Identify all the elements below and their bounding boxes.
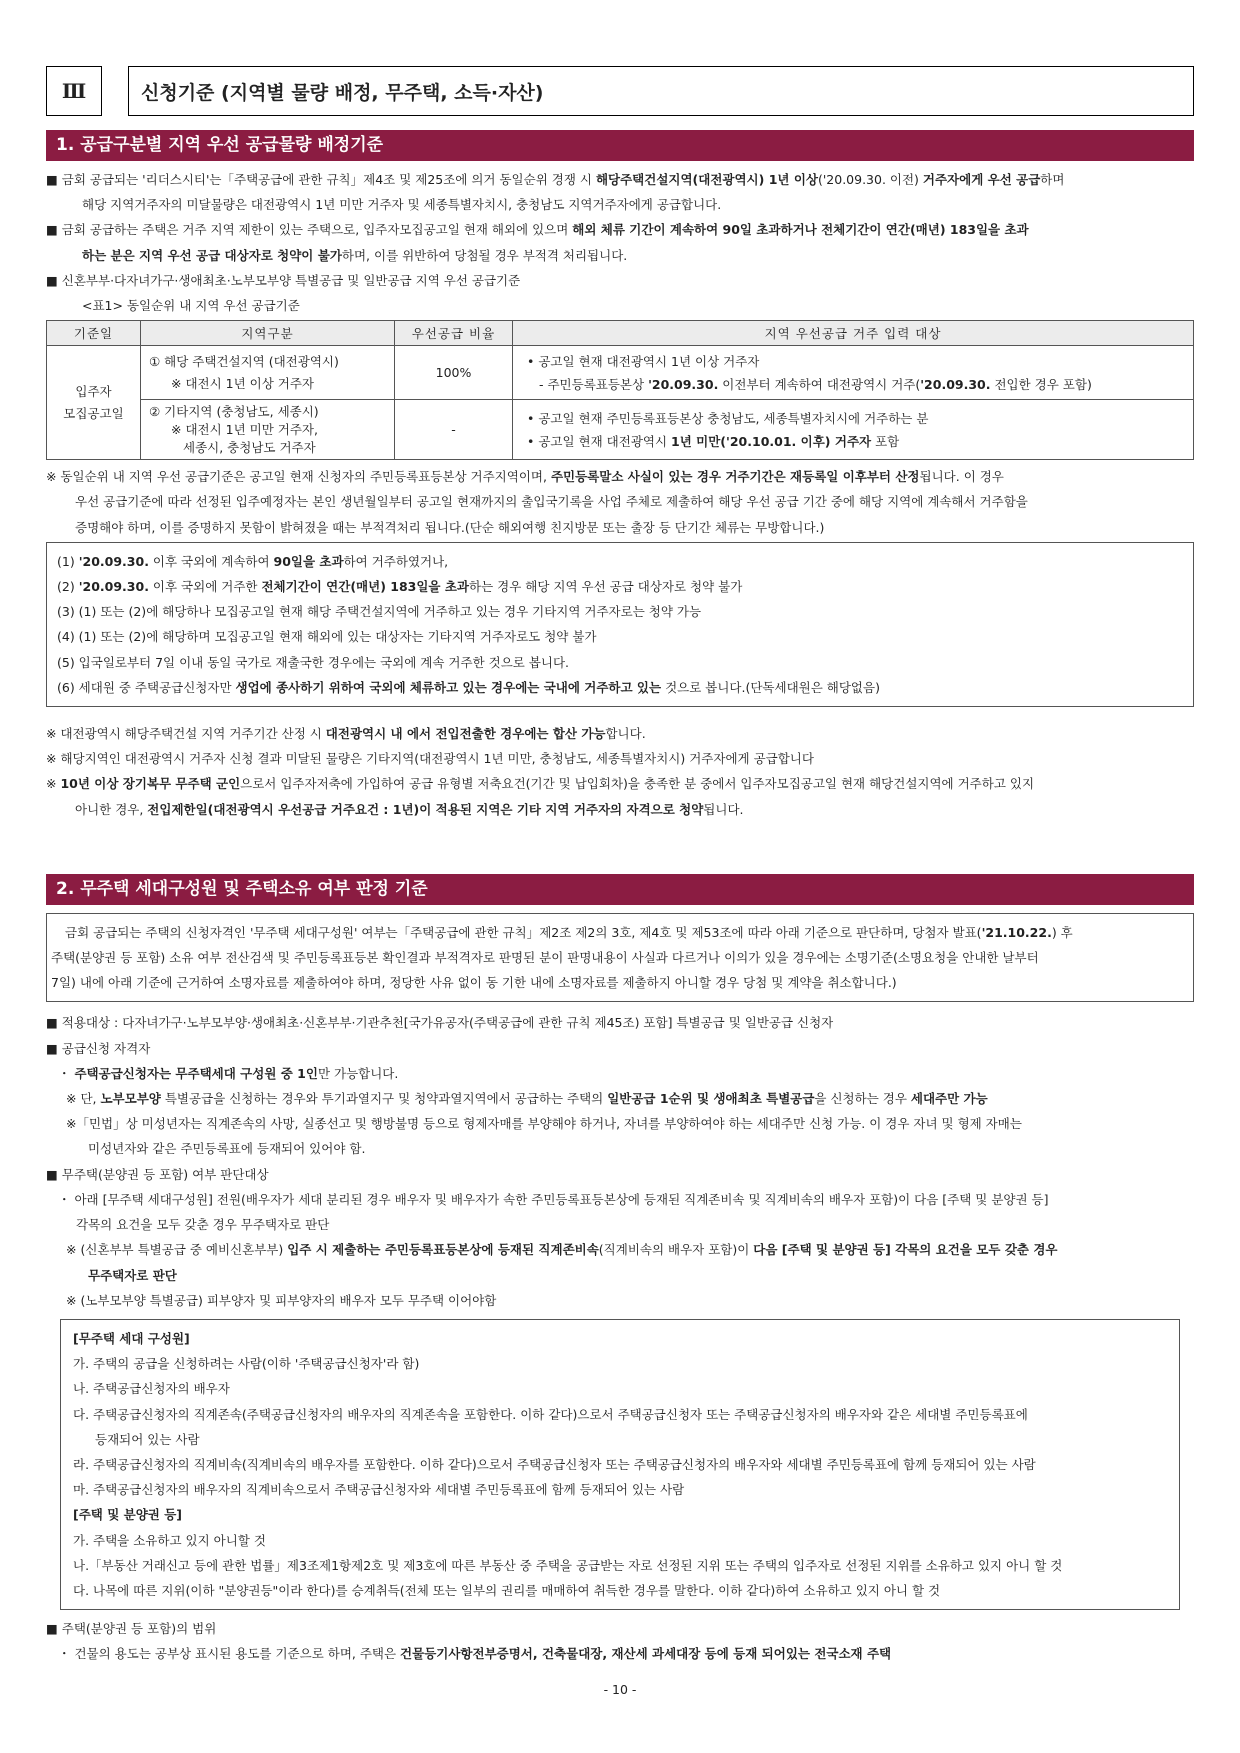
s2-bullet-3: ■ 무주택(분양권 등 포함) 여부 판단대상 — [46, 1166, 269, 1182]
table-header: 지역 우선공급 거주 입력 대상 — [513, 321, 1194, 346]
s2-intro-box: 금회 공급되는 주택의 신청자격인 '무주택 세대구성원' 여부는「주택공급에 관한 규칙」제2조 제2의 3호, 제4호 및 제53조에 따라 아래 기준으로 판단하며, 당첨자 발표('21.10.22.) 후 주택(분양권 등 포함) 소유 여부 전산검색 및 주민등록표등본 확인결과 부적격자로 판명된 분이 판명내용이 사실과 다르거나 이의가 있을 경우에는 소명기준(소명요청을 안내한 날부터 7일) 내에 아래 기준에 근거하여 소명자료를 제출하여야 하며, 정당한 사유 없이 동 기한 내에 소명자료를 제출하지 아니할 경우 당첨 및 계약을 취소합니다.) — [46, 913, 1194, 1003]
s1-paragraph-2: ■ 금회 공급하는 주택은 거주 지역 제한이 있는 주택으로, 입주자모집공고일 현재 해외에 있으며 해외 체류 기간이 계속하여 90일 초과하거나 전체기간이 연간(매년) 183일을 초과 — [46, 222, 1029, 238]
rule-item: (5) 입국일로부터 7일 이내 동일 국가로 재출국한 경우에는 국외에 계속 거주한 것으로 봅니다. — [57, 654, 570, 670]
rule-item: (2) '20.09.30. 이후 국외에 거주한 전체기간이 연간(매년) 183일을 초과하는 경우 해당 지역 우선 공급 대상자로 청약 불가 — [57, 579, 743, 595]
s2-bullet-2-note: ※ 단, 노부모부양 특별공급을 신청하는 경우와 투기과열지구 및 청약과열지역에서 공급하는 주택의 일반공급 1순위 및 생애최초 특별공급을 신청하는 경우 세대주만 가능 — [66, 1091, 988, 1107]
s1-paragraph-1-cont: 해당 지역거주자의 미달물량은 대전광역시 1년 미만 거주자 및 세종특별자치시, 충청남도 지역거주자에게 공급합니다. — [82, 197, 722, 213]
table-caption: <표1> 동일순위 내 지역 우선 공급기준 — [82, 298, 300, 314]
s2-bullet-4: ■ 주택(분양권 등 포함)의 범위 — [46, 1621, 217, 1637]
s1-note-4-cont: 아니한 경우, 전입제한일(대전광역시 우선공급 거주요건 : 1년)이 적용된 지역은 기타 지역 거주자의 자격으로 청약됩니다. — [75, 801, 744, 817]
s2-bullet-3-item-cont: 각목의 요건을 모두 갖춘 경우 무주택자로 판단 — [76, 1217, 330, 1233]
s2-bullet-3-note-2: ※ (노부모부양 특별공급) 피부양자 및 피부양자의 배우자 모두 무주택 이어야함 — [66, 1292, 497, 1308]
rule-item: (4) (1) 또는 (2)에 해당하며 모집공고일 현재 해외에 있는 대상자는 기타지역 거주자로도 청약 불가 — [57, 629, 597, 645]
rule-item: (6) 세대원 중 주택공급신청자만 생업에 종사하기 위하여 국외에 체류하고 있는 경우에는 국내에 거주하고 있는 것으로 봅니다.(단독세대원은 해당없음) — [57, 679, 880, 695]
s2-bullet-2-item: ・ 주택공급신청자는 무주택세대 구성원 중 1인만 가능합니다. — [58, 1065, 399, 1081]
basis-date-cell: 입주자 모집공고일 — [47, 346, 141, 460]
table-header: 기준일 — [47, 321, 141, 346]
s2-bullet-3-note: ※ (신혼부부 특별공급 중 예비신혼부부) 입주 시 제출하는 주민등록표등본상에 등재된 직계존비속(직계비속의 배우자 포함)이 다음 [주택 및 분양권 등] 각목의 요건을 모두 갖춘 경우 — [66, 1242, 1058, 1258]
region-cell-2: ② 기타지역 (충청남도, 세종시) ※ 대전시 1년 미만 거주자, 세종시, 충청남도 거주자 — [141, 400, 395, 460]
s2-bullet-3-note-cont: 무주택자로 판단 — [88, 1267, 177, 1283]
overseas-rules-box — [46, 542, 1194, 707]
page-number: - 10 - — [603, 1682, 637, 1697]
section-1-title: 1. 공급구분별 지역 우선 공급물량 배정기준 — [46, 130, 1194, 161]
chapter-title: 신청기준 (지역별 물량 배정, 무주택, 소득·자산) — [128, 66, 1194, 116]
s1-note: ※ 동일순위 내 지역 우선 공급기준은 공고일 현재 신청자의 주민등록표등본상 거주지역이며, 주민등록말소 사실이 있는 경우 거주기간은 재등록일 이후부터 산정됩니다. 이 경우 — [46, 469, 1004, 485]
document-page — [46, 66, 1194, 1667]
s1-note-3: ※ 해당지역인 대전광역시 거주자 신청 결과 미달된 물량은 기타지역(대전광역시 1년 미만, 충청남도, 세종특별자치시) 거주자에게 공급합니다 — [46, 751, 814, 767]
s2-bullet-3-item: ・ 아래 [무주택 세대구성원] 전원(배우자가 세대 분리된 경우 배우자 및 배우자가 속한 주민등록표등본상에 등재된 직계존비속 및 직계비속의 배우자 포함)이 다음 [주택 및 분양권 등] — [58, 1191, 1049, 1207]
target-cell-2: • 공고일 현재 주민등록표등본상 충청남도, 세종특별자치시에 거주하는 분 • 공고일 현재 대전광역시 1년 미만('20.10.01. 이후) 거주자 포함 — [513, 400, 1194, 460]
rule-item: (1) '20.09.30. 이후 국외에 계속하여 90일을 초과하여 거주하였거나, — [57, 553, 449, 569]
s1-note-2: ※ 대전광역시 해당주택건설 지역 거주기간 산정 시 대전광역시 내 에서 전입전출한 경우에는 합산 가능합니다. — [46, 726, 646, 742]
ratio-cell-2: - — [395, 400, 513, 460]
s1-note-cont: 우선 공급기준에 따라 선정된 입주예정자는 본인 생년월일부터 공고일 현재까지의 출입국기록을 사업 주체로 제출하여 해당 우선 공급 기간 중에 해당 지역에 계속해서 거주함을 — [75, 494, 1028, 510]
rule-item: (3) (1) 또는 (2)에 해당하나 모집공고일 현재 해당 주택건설지역에 거주하고 있는 경우 기타지역 거주자로는 청약 가능 — [57, 604, 702, 620]
s1-paragraph-3: ■ 신혼부부·다자녀가구·생애최초·노부모부양 특별공급 및 일반공급 지역 우선 공급기준 — [46, 272, 521, 288]
s2-bullet-4-item: ・ 건물의 용도는 공부상 표시된 용도를 기준으로 하며, 주택은 건물등기사항전부증명서, 건축물대장, 재산세 과세대장 등에 등재 되어있는 전국소재 주택 — [58, 1646, 892, 1662]
target-cell-1: • 공고일 현재 대전광역시 1년 이상 거주자 - 주민등록표등본상 '20.09.30. 이전부터 계속하여 대전광역시 거주('20.09.30. 전입한 경우 포함) — [513, 346, 1194, 400]
s2-bullet-2-note-cont: 미성년자와 같은 주민등록표에 등재되어 있어야 함. — [88, 1141, 366, 1157]
table-header: 우선공급 비율 — [395, 321, 513, 346]
table-header: 지역구분 — [141, 321, 395, 346]
s1-paragraph-2-cont: 하는 분은 지역 우선 공급 대상자로 청약이 불가하며, 이를 위반하여 당첨될 경우 부적격 처리됩니다. — [82, 247, 628, 263]
s1-note-cont: 증명해야 하며, 이를 증명하지 못함이 밝혀졌을 때는 부적격처리 됩니다.(단순 해외여행 친지방문 또는 출장 등 단기간 체류는 무방합니다.) — [75, 519, 825, 535]
chapter-header — [46, 66, 1194, 116]
s2-bullet-2: ■ 공급신청 자격자 — [46, 1040, 151, 1056]
s2-bullet-1: ■ 적용대상 : 다자녀가구·노부모부양·생애최초·신혼부부·기관추천[국가유공자(주택공급에 관한 규칙 제45조) 포함] 특별공급 및 일반공급 신청자 — [46, 1015, 834, 1031]
region-cell-1: ① 해당 주택건설지역 (대전광역시) ※ 대전시 1년 이상 거주자 — [141, 346, 395, 400]
s2-bullet-2-note: ※「민법」상 미성년자는 직계존속의 사망, 실종선고 및 행방불명 등으로 형제자매를 부양해야 하거나, 자녀를 부양하여야 하는 세대주만 신청 가능. 이 경우 자녀 및 형제 자매는 — [66, 1116, 1022, 1132]
s1-note-4: ※ 10년 이상 장기복무 무주택 군인으로서 입주자저축에 가입하여 공급 유형별 저축요건(기간 및 납입회차)을 충족한 분 중에서 입주자모집공고일 현재 해당건설지역에 거주하고 있지 — [46, 776, 1035, 792]
s1-paragraph-1: ■ 금회 공급되는 '리더스시티'는「주택공급에 관한 규칙」제4조 및 제25조에 의거 동일순위 경쟁 시 해당주택건설지역(대전광역시) 1년 이상('20.09.30. 이전) 거주자에게 우선 공급하며 — [46, 172, 1065, 187]
regional-priority-table — [46, 320, 1194, 460]
homeless-definition-box: [무주택 세대 구성원] 가. 주택의 공급을 신청하려는 사람(이하 '주택공급신청자'라 함) 나. 주택공급신청자의 배우자 다. 주택공급신청자의 직계존속(주택공급신청자의 배우자의 직계존속을 포함한다. 이하 같다)으로서 주택공급신청자 또는 주택공급신청자의 배우자와 같은 세대별 주민등록표에 등재되어 있는 사람 라. 주택공급신청자의 직계비속(직계비속의 배우자를 포함한다. 이하 같다)으로서 주택공급신청자 또는 주택공급신청자의 배우자와 세대별 주민등록표에 함께 등재되어 있는 사람 마. 주택공급신청자의 배우자의 직계비속으로서 주택공급신청자와 세대별 주민등록표에 함께 등재되어 있는 사람 [주택 및 분양권 등] 가. 주택을 소유하고 있지 아니할 것 나.「부동산 거래신고 등에 관한 법률」제3조제1항제2호 및 제3호에 따른 부동산 중 주택을 공급받는 자로 선정된 지위 또는 주택의 입주자로 선정된 지위를 소유하고 있지 아니 할 것 다. 나목에 따른 지위(이하 "분양권등"이라 한다)를 승계취득(전체 또는 일부의 권리를 매매하여 취득한 경우를 말한다. 이하 같다)하여 소유하고 있지 아니 할 것 — [60, 1319, 1180, 1610]
chapter-number: Ⅲ — [46, 66, 102, 116]
section-2-title: 2. 무주택 세대구성원 및 주택소유 여부 판정 기준 — [46, 874, 1194, 905]
ratio-cell-1: 100% — [395, 346, 513, 400]
